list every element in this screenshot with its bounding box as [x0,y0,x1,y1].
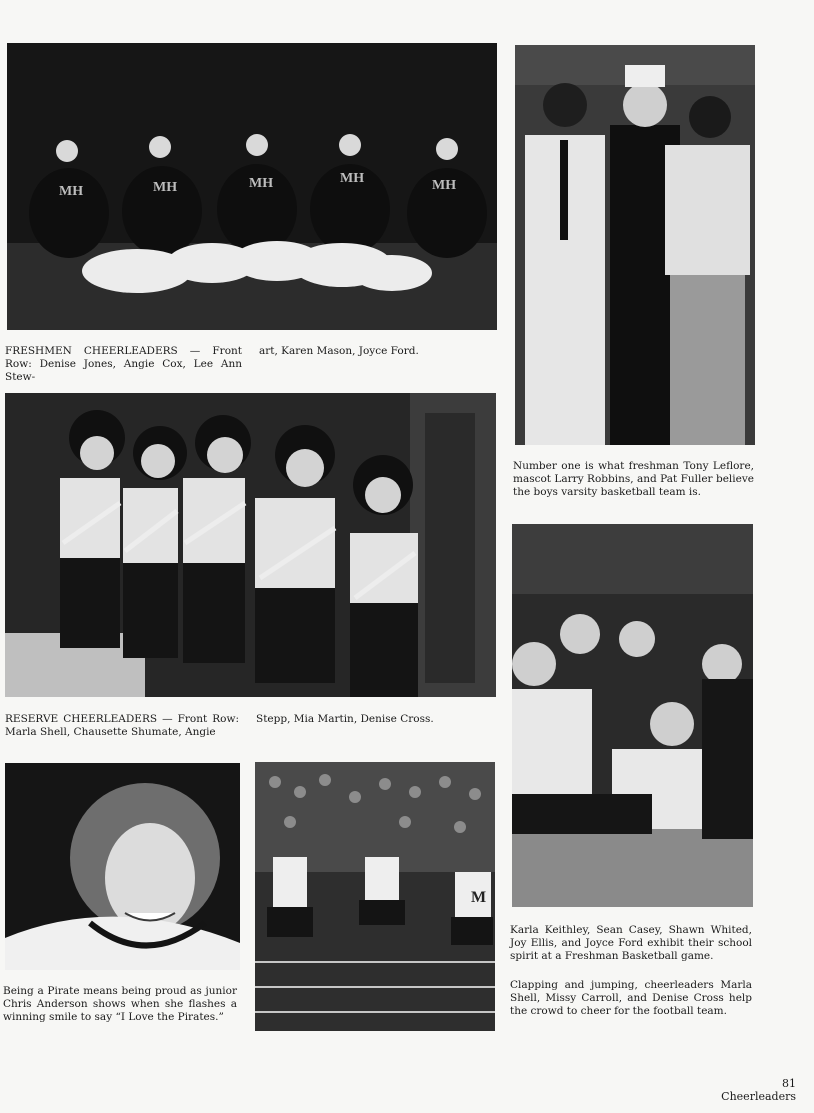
reserve-caption-col2: Stepp, Mia Martin, Denise Cross. [256,713,434,725]
page-folio [721,1077,796,1103]
reserve-caption-col1: RESERVE CHEERLEADERS — Front Row: Marla Shell, Chausette Shumate, Angie [5,713,239,738]
football-caption: Clapping and jumping, cheerleaders Marla Shell, Missy Carroll, and Denise Cross help the crowd to cheer for the football team. [510,979,752,1017]
freshmen-caption-col1: FRESHMEN CHEERLEADERS — Front Row: Denise Jones, Angie Cox, Lee Ann Stew- [5,345,242,383]
sweater-letters: MH [153,180,178,195]
freshmen-cheerleaders-photo [7,43,497,330]
football-cheerleaders-photo [255,762,495,1031]
sweater-letters: MH [59,184,84,199]
shirt-letter: M [471,889,487,906]
smiling-pirate-photo [5,763,240,970]
school-spirit-caption: Karla Keithley, Sean Casey, Shawn Whited, Joy Ellis, and Joyce Ford exhibit their school spirit at a Freshman Basketball game. [510,924,752,962]
school-spirit-photo [512,524,753,907]
mascot-photo [515,45,755,445]
sweater-letters: MH [340,171,365,186]
smile-caption: Being a Pirate means being proud as junior Chris Anderson shows when she flashes a winning smile to say “I Love the Pirates.” [3,985,237,1023]
sweater-letters: MH [432,178,457,193]
section-name: Cheerleaders [721,1090,796,1103]
mascot-caption: Number one is what freshman Tony Leflore, mascot Larry Robbins, and Pat Fuller believe the boys varsity basketball team is. [513,460,754,498]
page-number: 81 [782,1077,796,1090]
sweater-letters: MH [249,176,274,191]
freshmen-caption-col2: art, Karen Mason, Joyce Ford. [259,345,419,357]
reserve-cheerleaders-photo [5,393,496,697]
